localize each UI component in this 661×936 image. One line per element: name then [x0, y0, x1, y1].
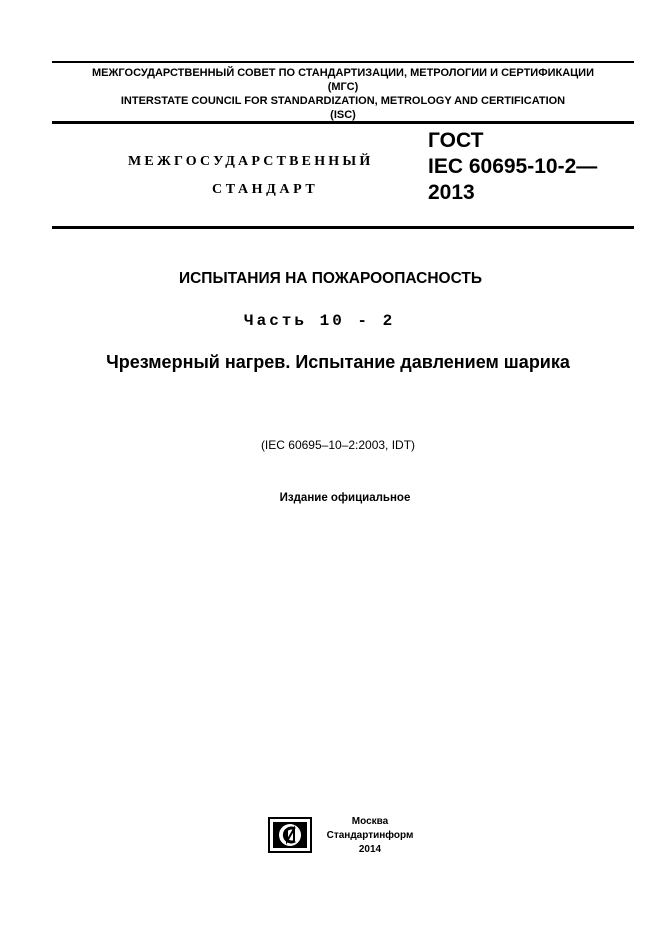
edition-note: Издание официальное: [279, 492, 411, 504]
document-title: ИСПЫТАНИЯ НА ПОЖАРООПАСНОСТЬ: [178, 270, 483, 287]
bottom-divider: [52, 226, 634, 229]
standard-code-line3: 2013: [428, 181, 475, 204]
standard-kind-line2: СТАНДАРТ: [212, 182, 319, 197]
publisher-city: Москва: [351, 816, 389, 827]
council-name-ru: МЕЖГОСУДАРСТВЕННЫЙ СОВЕТ ПО СТАНДАРТИЗАЦИИ, МЕТРОЛОГИИ И СЕРТИФИКАЦИИ: [91, 67, 594, 79]
document-part: Часть 10 - 2: [244, 312, 396, 330]
standard-code-line1: ГОСТ: [428, 129, 484, 152]
publisher-block: [320, 815, 420, 857]
iec-reference: (IEC 60695–10–2:2003, IDT): [260, 438, 416, 452]
council-header: [52, 61, 634, 122]
top-divider: [52, 121, 634, 124]
council-abbr-en: (ISC): [330, 109, 356, 121]
standard-code-line2: IEC 60695-10-2—: [428, 155, 598, 178]
document-subtitle: Чрезмерный нагрев. Испытание давлением шарика: [106, 352, 570, 372]
council-abbr-ru: (МГС): [327, 81, 359, 93]
publisher-name: Стандартинформ: [326, 830, 414, 841]
standard-kind-line1: МЕЖГОСУДАРСТВЕННЫЙ: [128, 154, 374, 169]
council-name-en: INTERSTATE COUNCIL FOR STANDARDIZATION, METROLOGY AND CERTIFICATION: [120, 95, 566, 107]
standartinform-logo-icon: [268, 817, 312, 853]
publisher-year: 2014: [358, 844, 382, 855]
standard-code: [428, 128, 597, 206]
